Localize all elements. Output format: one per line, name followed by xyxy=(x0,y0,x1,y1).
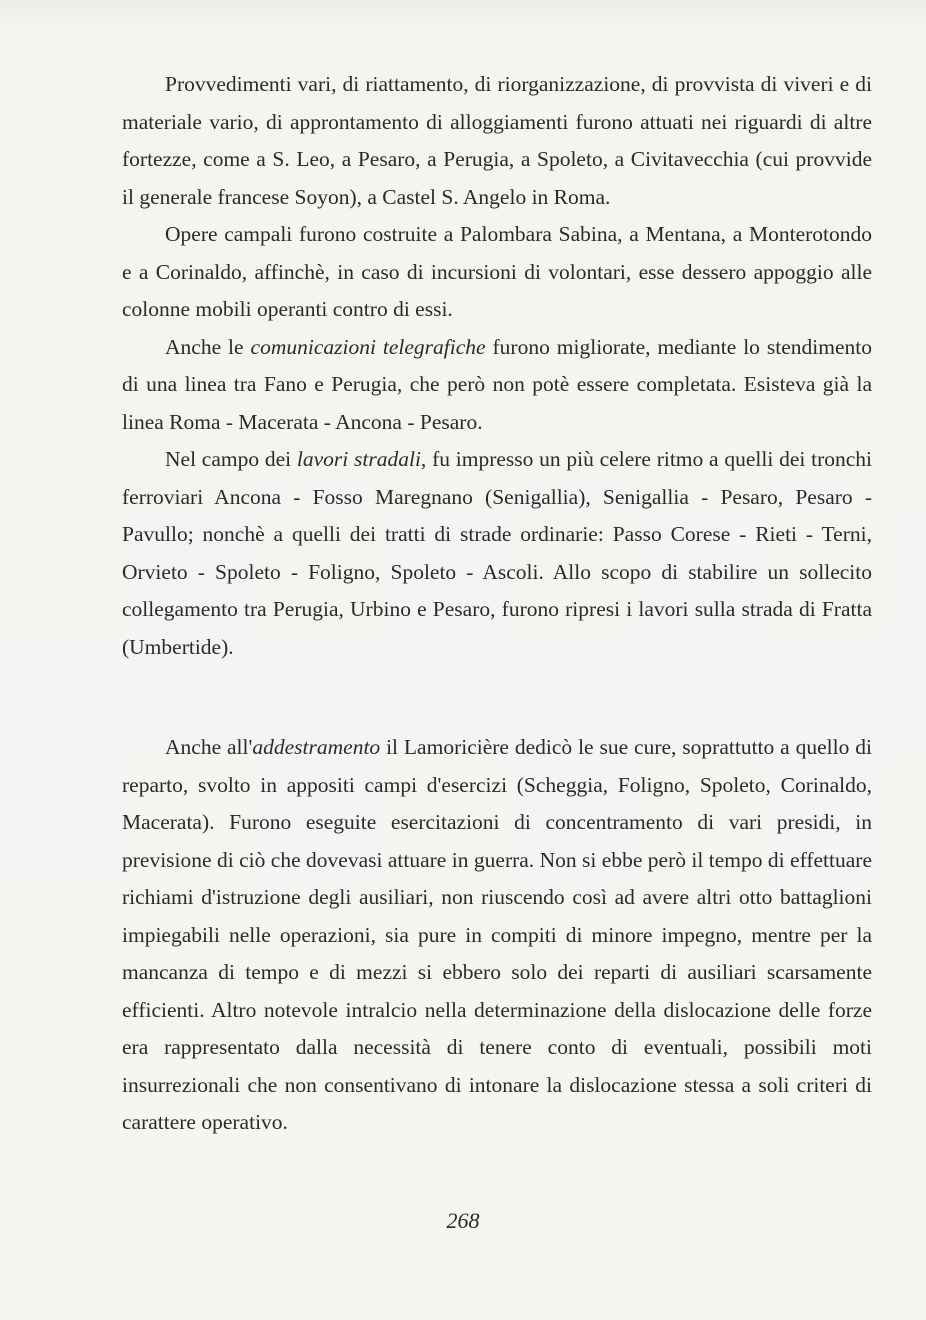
text-run: il Lamoricière dedicò le sue cure, soprattutto a quello di reparto, svolto in appositi campi d'esercizi (Scheggia, Foligno, Spoleto, Corinaldo, Macerata). Furono eseguite esercitazioni di concentramento di vari presidi, in previsione di ciò che dovevasi attuare in guerra. Non si ebbe però il tempo di effettuare richiami d'istruzione degli ausiliari, non riuscendo così ad avere altri otto battaglioni impiegabili nelle operazioni, sia pure in compiti di minore impegno, mentre per la mancanza di tempo e di mezzi si ebbero solo dei reparti di ausiliari scarsamente efficienti. Altro notevole intralcio nella determinazione della dislocazione delle forze era rappresentato dalla necessità di tenere conto di eventuali, possibili moti insurrezionali che non consentivano di intonare la dislocazione stessa a soli criteri di carattere operativo. xyxy=(122,735,872,1134)
text-run: Nel campo dei xyxy=(165,447,297,471)
text-block-bottom xyxy=(122,729,872,1142)
text-run: furono migliorate, mediante lo stendimento di una linea tra Fano e Perugia, che però non potè essere completata. Esisteva già la linea Roma - Macerata - Ancona - Pesaro. xyxy=(122,334,872,434)
text-run: fu impresso un più celere ritmo a quelli dei tronchi ferroviari Ancona - Fosso Maregnano (Senigallia), Senigallia - Pesaro, Pesaro - Pavullo; nonchè a quelli dei tratti di strade ordinarie: Passo Corese - Rieti - Terni, Orvieto - Spoleto - Foligno, Spoleto - Ascoli. Allo scopo di stabilire un sollecito collegamento tra Perugia, Urbino e Pesaro, furono ripresi i lavori sulla strada di Fratta (Umbertide). xyxy=(122,447,872,659)
text-run: Opere campali furono costruite a Palombara Sabina, a Mentana, a Monterotondo e a Corinaldo, affinchè, in caso di incursioni di volontari, esse dessero appoggio alle colonne mobili operanti contro di essi. xyxy=(122,222,872,321)
paragraph xyxy=(122,729,872,1142)
text-run: Provvedimenti vari, di riattamento, di riorganizzazione, di provvista di viveri e di materiale vario, di approntamento di alloggiamenti furono attuati nei riguardi di altre fortezze, come a S. Leo, a Pesaro, a Perugia, a Spoleto, a Civitavecchia (cui provvide il generale francese Soyon), a Castel S. Angelo in Roma. xyxy=(122,72,872,209)
text-run: Anche le xyxy=(165,334,251,359)
italic-phrase: comunicazioni telegrafiche xyxy=(250,334,486,359)
page-number: 268 xyxy=(446,1208,480,1233)
paragraph xyxy=(122,329,872,442)
paragraph xyxy=(122,441,872,666)
italic-phrase: addestramento xyxy=(252,735,381,759)
paragraph xyxy=(122,66,872,216)
text-run: Anche all' xyxy=(165,735,253,759)
paragraph xyxy=(122,216,872,329)
text-block-top xyxy=(122,66,872,666)
italic-phrase: lavori stradali, xyxy=(296,447,427,471)
